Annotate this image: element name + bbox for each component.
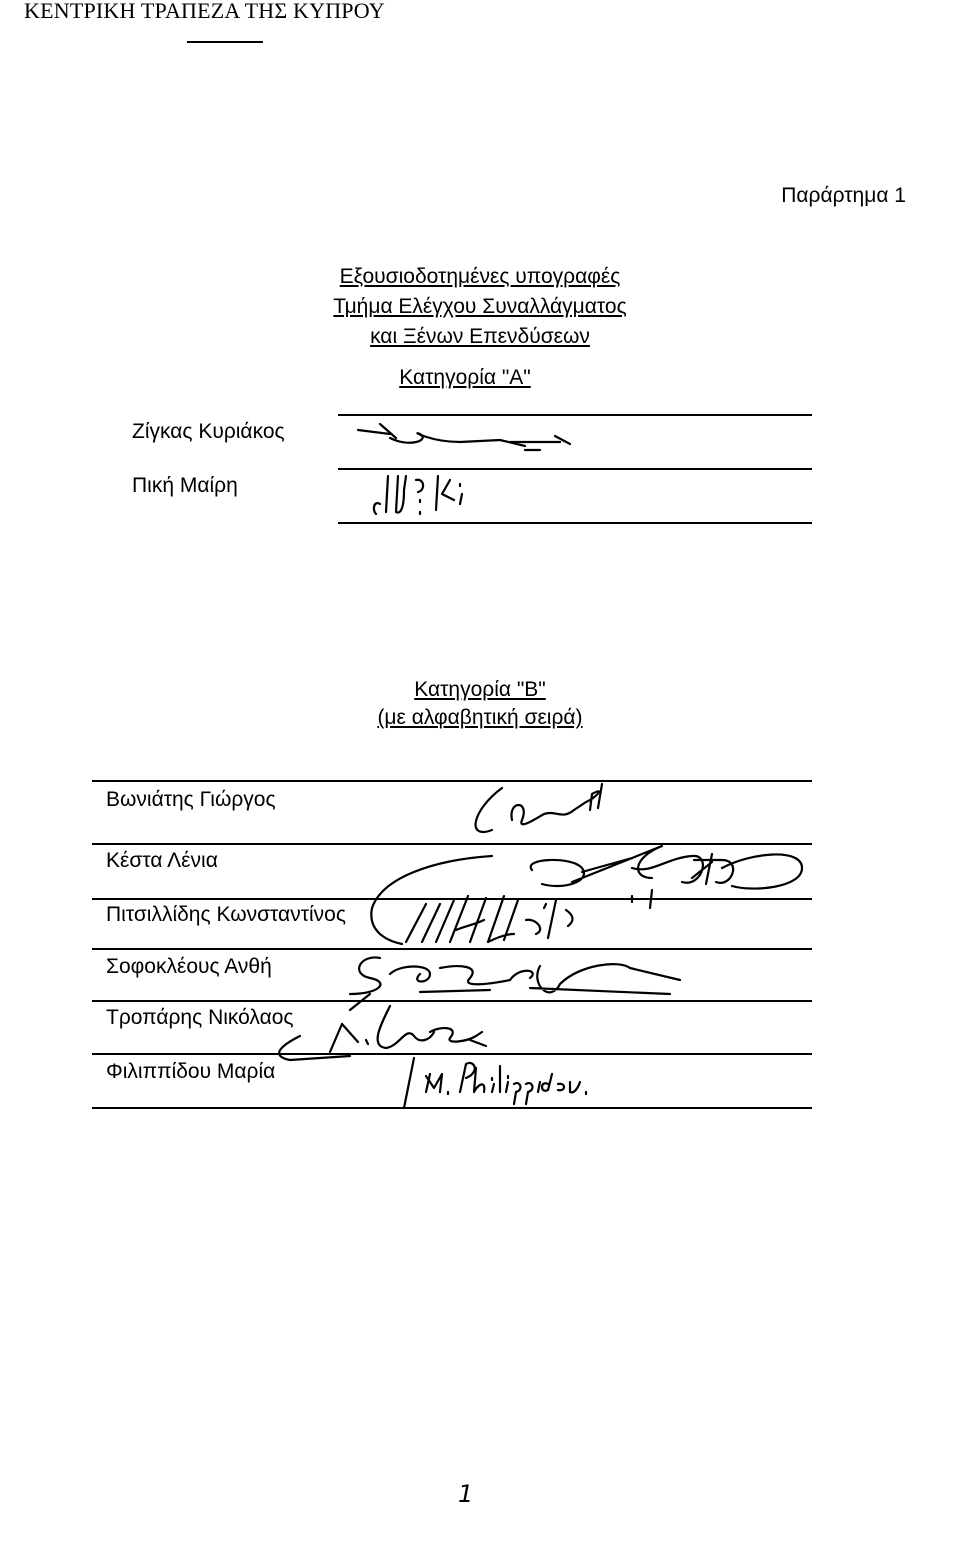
letterhead: ΚΕΝΤΡΙΚΗ ΤΡΑΠΕΖΑ ΤΗΣ ΚΥΠΡΟΥ [24,0,385,23]
row-rule [338,414,812,416]
title-line: Εξουσιοδοτημένες υπογραφές [339,265,621,288]
category-b-subheading: (με αλφαβητική σειρά) [377,706,583,729]
document-title [0,262,960,352]
title-line: Τμήμα Ελέγχου Συναλλάγματος [333,295,627,318]
signatory-name: Τροπάρης Νικόλαος [106,1006,294,1029]
signatory-name: Ζίγκας Κυριάκος [132,420,285,443]
row-rule [92,780,812,782]
signature-pitsillidis [396,890,596,950]
row-rule [92,1107,812,1109]
annex-label: Παράρτημα 1 [781,184,906,207]
category-b-heading-block [0,676,960,732]
title-line: και Ξένων Επενδύσεων [370,325,590,348]
category-a-heading: Κατηγορία "Α" [399,366,531,389]
signature-philippidou [396,1054,616,1114]
signatory-name: Πική Μαίρη [132,474,238,497]
signatory-name: Πιτσιλλίδης Κωνσταντίνος [106,903,346,926]
signature-zigkas [350,420,580,460]
signatory-name: Βωνιάτης Γιώργος [106,788,276,811]
letterhead-rule [187,41,263,43]
category-b-heading: Κατηγορία "Β" [414,678,546,701]
page-number: 1 [458,1480,474,1508]
signatory-name: Κέστα Λένια [106,849,218,872]
signatory-name: Σοφοκλέους Ανθή [106,955,272,978]
signatory-name: Φιλιππίδου Μαρία [106,1060,276,1083]
signature-piki [368,470,488,522]
row-rule [338,522,812,524]
